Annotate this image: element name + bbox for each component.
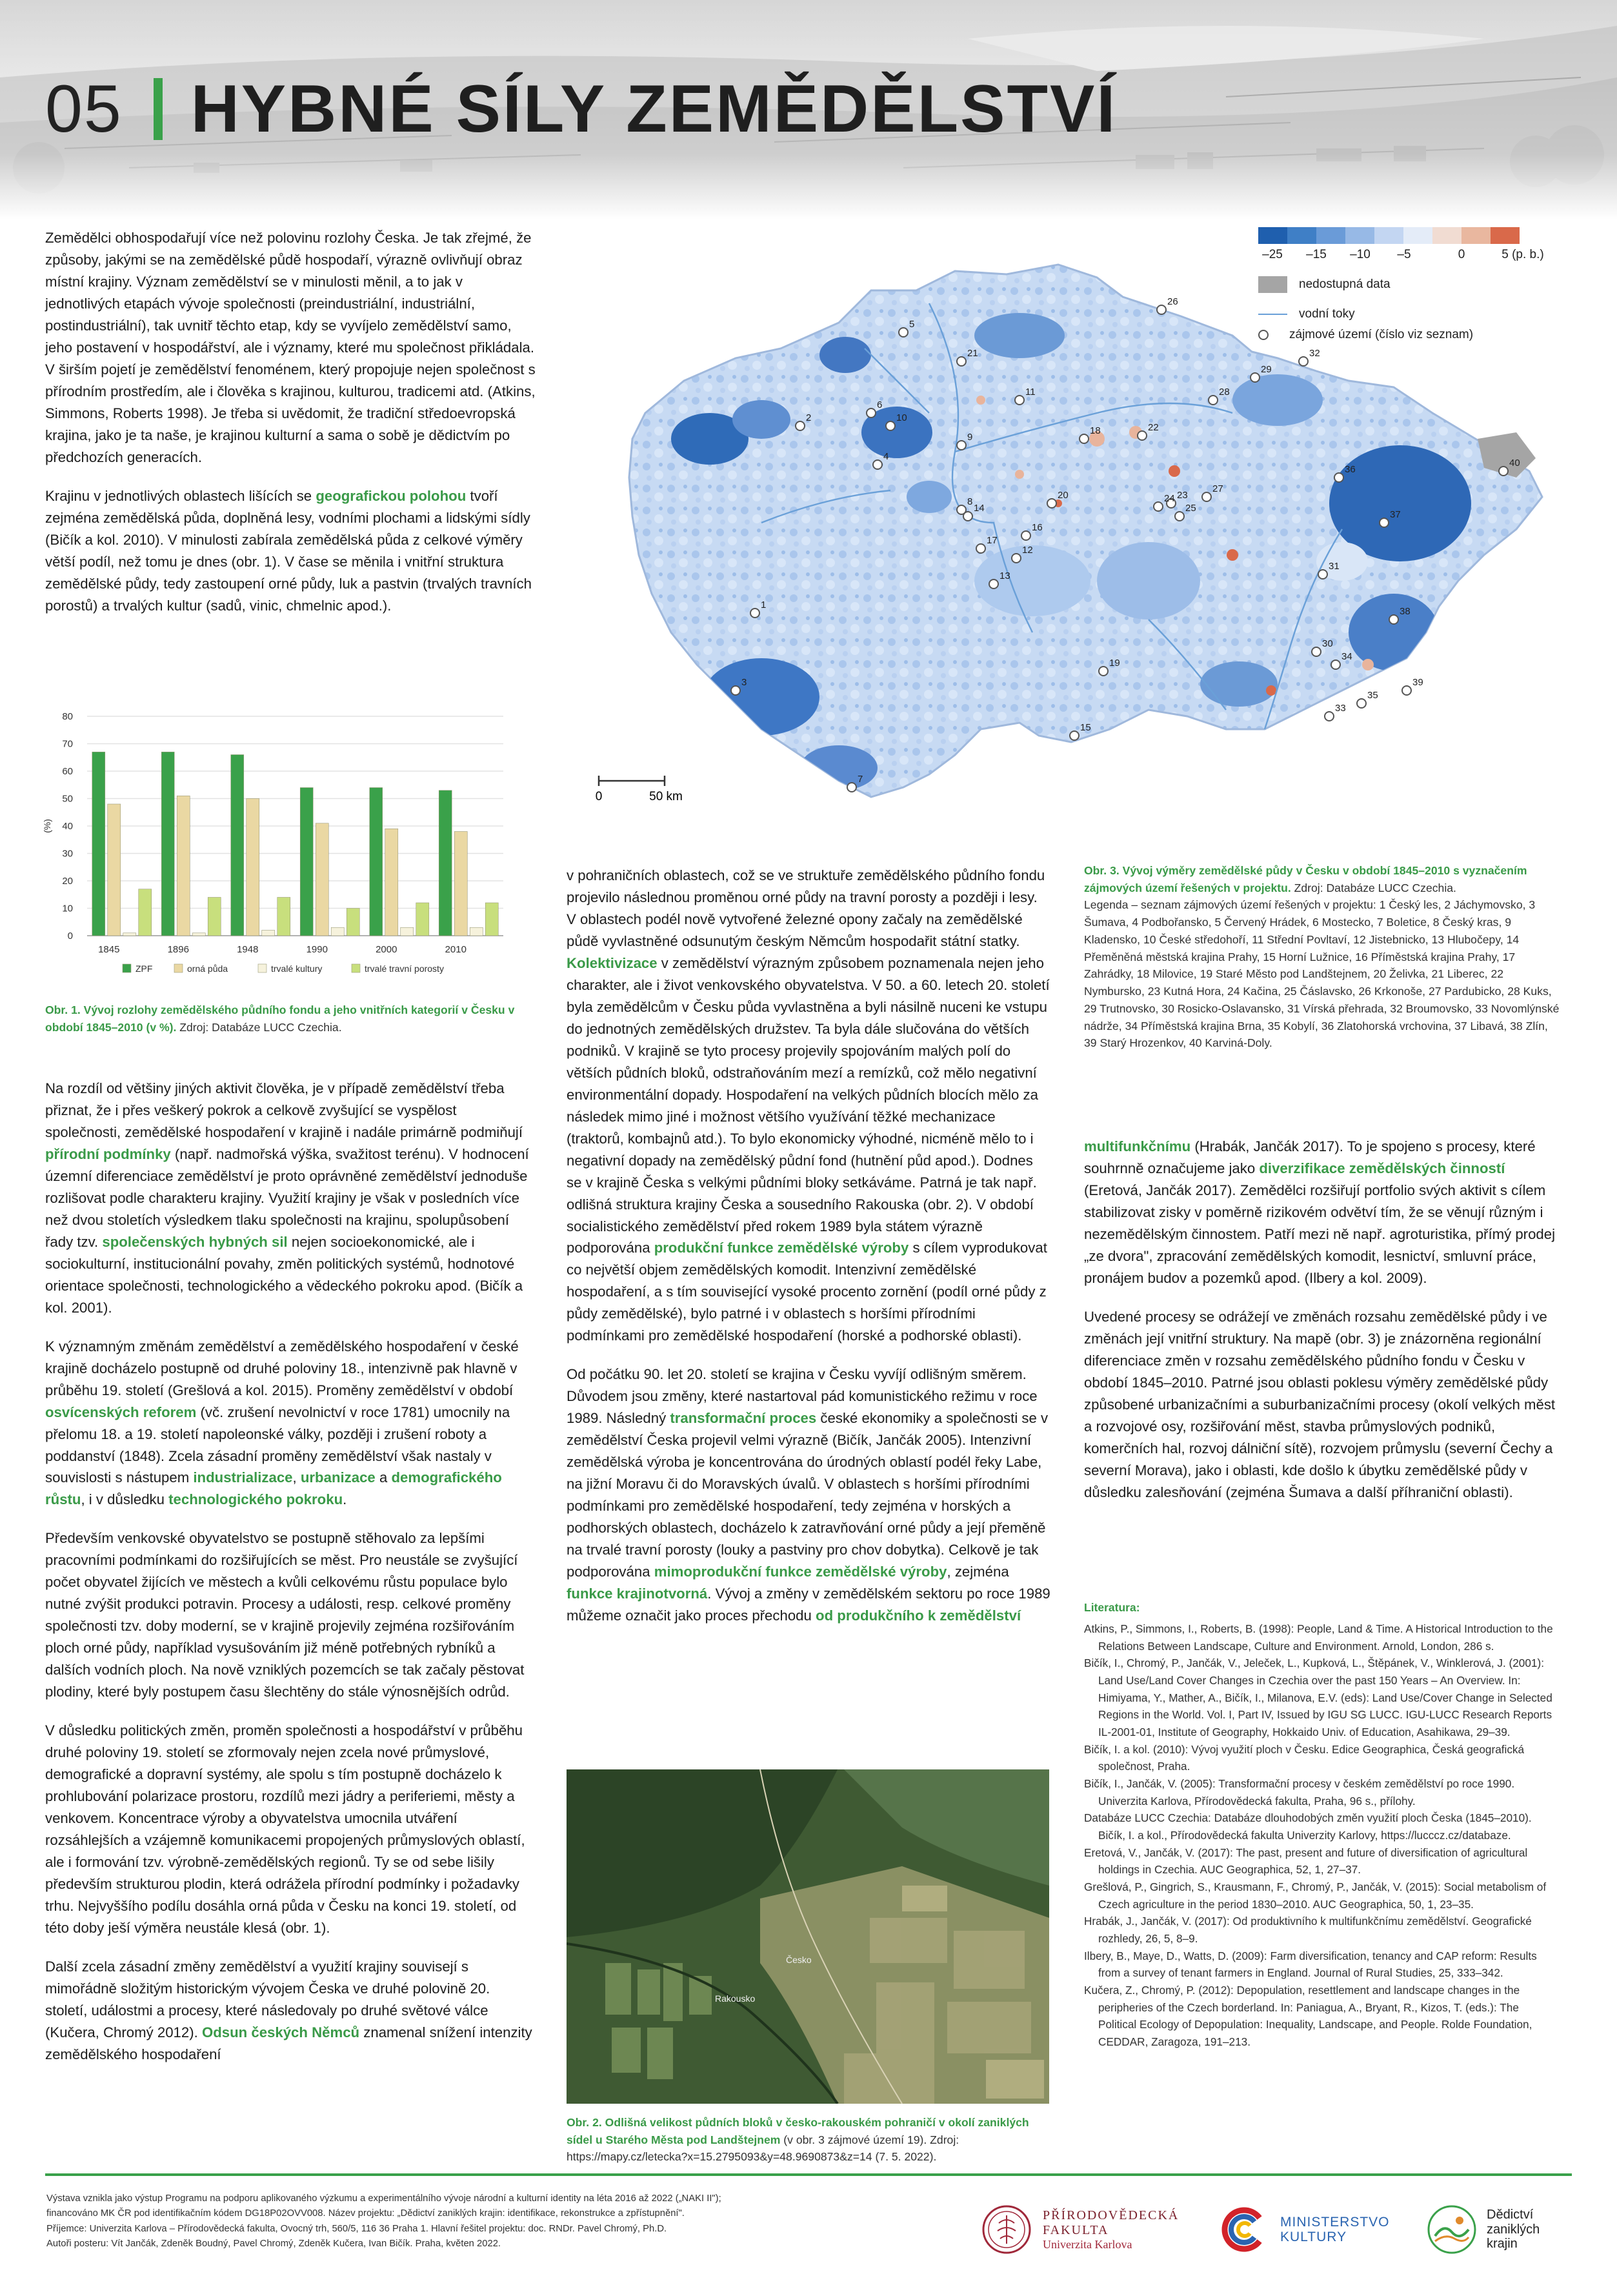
interest-area-label: 30 bbox=[1322, 638, 1333, 649]
interest-area-label: 38 bbox=[1400, 606, 1411, 617]
intro-column bbox=[45, 227, 536, 633]
title-divider bbox=[154, 78, 163, 140]
interest-area-marker bbox=[1175, 512, 1184, 521]
interest-area-marker bbox=[886, 421, 895, 430]
bar-trvalé-travní-porosty-2000 bbox=[416, 903, 429, 936]
x-tick-label: 1896 bbox=[167, 944, 189, 955]
legend-swatch bbox=[174, 964, 183, 972]
bar-ZPF-1845 bbox=[92, 752, 105, 936]
paragraph-landscape: Krajinu v jednotlivých oblastech lišících se geografickou polohou tvoří zejména zemědělská půda, doplněná lesy, vodními plochami a lidskými sídly (Bičík a kol. 2010). V minulosti zabírala zemědělská půda z celkové výměry větší podíl, než tomu je dnes (obr. 1). V čase se měnila i vnitřní struktura zemědělské půdy, tedy zastoupení orné půdy, luk a pastvin (trvalých travních porostů) a trvalých kultur (sadů, vinic, chmelnic apod.). bbox=[45, 487, 532, 614]
y-tick-label: 50 bbox=[62, 793, 73, 805]
interest-area-label: 20 bbox=[1058, 490, 1069, 501]
reference-item: Grešlová, P., Gingrich, S., Krausmann, F., Chromý, P., Jančák, V. (2015): Social metabolism of Czech agriculture in the period 1830–2010. AUC Geographica, 50, 1, 23–35. bbox=[1084, 1880, 1547, 1911]
logo-ministry bbox=[1220, 2188, 1390, 2271]
footer-credits: Výstava vznikla jako výstup Programu na podporu aplikovaného výzkumu a experimentálního vývoje národní a kulturní identity na léta 2016 až 2022 („NAKI II"); financováno MK ČR pod identifikačním kódem DG18P02OVV008. Název projektu: „Dědictví zaniklých krajin: identifikace, rekonstrukce a zpřístupnění". Příjemce: Univerzita Karlova – Přírodovědecká fakulta, Ovocný trh, 560/5, 116 36 Praha 1. Hlavní řešitel projektu: doc. RNDr. Pavel Chromý, Ph.D. Autoři posteru: Vít Jančák, Zdeněk Boudný, Pavel Chromý, Zdeněk Kučera, Ivan Bičík. Praha, květen 2022. bbox=[46, 2193, 721, 2250]
paragraph-natural-conditions: Na rozdíl od většiny jiných aktivit člověka, je v případě zemědělství třeba přiznat, že i přes veškerý pokrok a celkově zvyšující se vyspělost společnosti, zemědělské hospodaření v krajině i nadále primárně podmiňují přírodní podmínky (např. nadmořská výška, svažitost terénu). V hodnocení územní diferenciace zemědělství je proto oprávněné zemědělství jednoduše rozlišovat podle charakteru krajiny. Využití krajiny je však v posledních více než dvou stoletích výsledkem tlaku společnosti na krajinu, spolupůsobení řady tzv. společenských hybných sil nejen socioekonomické, ale i sociokulturní, institucionální povahy, změn politických systémů, hodnotové orientace společnosti, technologického a vědeckého pokroku apod. (Bičík a kol. 2001). bbox=[45, 1080, 529, 1316]
interest-area-marker bbox=[1499, 467, 1508, 476]
interest-area-marker bbox=[750, 609, 759, 618]
interest-area-marker bbox=[1402, 686, 1411, 695]
interest-area-label: 35 bbox=[1367, 690, 1378, 701]
legend-areas: zájmové území (číslo viz seznam) bbox=[1258, 328, 1594, 342]
bar-ZPF-2010 bbox=[439, 791, 452, 936]
color-scale-tick: –5 bbox=[1397, 248, 1411, 261]
y-tick-label: 0 bbox=[67, 931, 73, 942]
interest-area-label: 2 bbox=[806, 412, 812, 423]
paragraph-postwar: Další zcela zásadní změny zemědělství a využití krajiny souvisejí s mimořádně složitým historickým vývojem Česka ve druhé polovině 20. století, událostmi a procesy, které následovaly po druhé světové válce (Kučera, Chromý 2012). Odsun českých Němců znamenal snížení intenzity zemědělského hospodaření bbox=[45, 1958, 532, 2062]
y-axis-label: (%) bbox=[42, 819, 52, 833]
interest-area-marker bbox=[957, 441, 966, 450]
bar-trvalé-kultury-1990 bbox=[331, 927, 344, 936]
interest-area-marker bbox=[1021, 531, 1030, 540]
ministry-logo-icon bbox=[1220, 2204, 1271, 2255]
interest-area-label: 24 bbox=[1164, 493, 1175, 504]
bar-orná-půda-2000 bbox=[385, 829, 398, 936]
color-swatch bbox=[1432, 227, 1461, 244]
interest-area-label: 12 bbox=[1022, 545, 1033, 556]
interest-area-label: 18 bbox=[1090, 425, 1101, 436]
bar-trvalé-kultury-2000 bbox=[401, 927, 414, 936]
interest-area-marker bbox=[1318, 570, 1327, 579]
scale-bar bbox=[596, 776, 683, 803]
reference-item: Kučera, Z., Chromý, P. (2012): Depopulation, resettlement and landscape changes in the peripheries of the Czech borderland. In: Paniagua, A., Bryant, R., Kizos, T. (eds.): The Political Ecology of Depopulation: Inequality, Landscape, and People. Rolde Foundation, CEDDAR, Zaragoza, 191–213. bbox=[1084, 1983, 1532, 2048]
bar-orná-půda-1948 bbox=[246, 799, 259, 936]
interest-area-marker bbox=[989, 579, 998, 589]
interest-area-marker bbox=[1380, 518, 1389, 527]
photo-label-austria: Rakousko bbox=[715, 1993, 756, 2004]
column-3-body bbox=[1084, 1136, 1562, 1520]
bar-chart bbox=[26, 710, 516, 994]
reference-item: Databáze LUCC Czechia: Databáze dlouhodobých změn využití ploch Česka (1845–2010). Bičík, I. a kol., Přírodovědecká fakulta Univerzity Karlovy, https://lucccz.cz/databaze. bbox=[1084, 1811, 1532, 1842]
reference-item: Atkins, P., Simmons, I., Roberts, B. (1998): People, Land & Time. A Historical Introduction to the Relations Between Landscape, Culture and Environment. Arnold, London, 286 s. bbox=[1084, 1622, 1553, 1653]
project-logo-text: Dědictví zaniklých krajin bbox=[1487, 2208, 1540, 2251]
y-tick-label: 70 bbox=[62, 738, 73, 750]
interest-area-label: 40 bbox=[1509, 458, 1520, 468]
color-swatch bbox=[1491, 227, 1520, 244]
interest-area-label: 14 bbox=[974, 503, 985, 514]
legend-unavailable: nedostupná data bbox=[1258, 276, 1594, 293]
column-1-body bbox=[45, 1078, 536, 2082]
bar-trvalé-kultury-1948 bbox=[262, 931, 275, 936]
interest-area-label: 5 bbox=[909, 319, 915, 330]
color-scale bbox=[1258, 227, 1594, 244]
interest-area-label: 16 bbox=[1032, 522, 1043, 533]
x-tick-label: 1990 bbox=[306, 944, 328, 955]
color-scale-tick: –10 bbox=[1350, 248, 1371, 261]
map-legend bbox=[1258, 227, 1594, 342]
interest-area-label: 29 bbox=[1261, 364, 1272, 375]
bar-trvalé-kultury-1845 bbox=[123, 933, 136, 936]
legend-swatch bbox=[352, 964, 360, 972]
bar-trvalé-kultury-1896 bbox=[192, 933, 205, 936]
color-swatch bbox=[1461, 227, 1491, 244]
column-2-body bbox=[567, 865, 1050, 1644]
interest-area-marker bbox=[1099, 667, 1108, 676]
paragraph-reforms: K významným změnám zemědělství a zemědělského hospodaření v české krajině docházelo postupně od druhé poloviny 18., intenzivně pak hlavně v průběhu 19. století (Grešlová a kol. 2015). Proměny zemědělství v období osvícenských reforem (vč. zrušení nevolnictví v roce 1781) umocnily na přelomu 18. a 19. století napoleonské války, později i zrušení roboty a poddanství (1848). Zcela zásadní proměny zemědělství však nastaly v souvislosti s nástupem industrializace, urbanizace a demografického růstu, i v důsledku technologického pokroku. bbox=[45, 1338, 519, 1508]
interest-area-label: 10 bbox=[896, 412, 907, 423]
interest-area-label: 13 bbox=[999, 570, 1010, 581]
interest-area-label: 28 bbox=[1219, 387, 1230, 398]
reference-item: Eretová, V., Jančák, V. (2017): The past, present and future of diversification of agricultural holdings in Czechia. AUC Geographica, 52, 1, 27–37. bbox=[1084, 1846, 1528, 1877]
bar-trvalé-kultury-2010 bbox=[470, 927, 483, 936]
color-scale-tick: 5 (p. b.) bbox=[1502, 248, 1544, 261]
interest-area-label: 27 bbox=[1212, 483, 1223, 494]
photo-caption: Obr. 2. Odlišná velikost půdních bloků v česko-rakouském pohraničí v okolí zaniklých sídel u Starého Města pod Landštejnem (v obr. 3 zájmové území 19). Zdroj: https://mapy.cz/letecka?x=15.2795093&y=48.9690873&z=14 (7. 5. 2022). bbox=[567, 2116, 1029, 2164]
intro-paragraph: Zemědělci obhospodařují více než polovinu rozlohy Česka. Je tak zřejmé, že způsoby, jakými se na zemědělské půdě hospodaří, výrazně ovlivňují obraz místní krajiny. Význam zemědělství se v minulosti měnil, a to jak v jednotlivých etapách vývoje společnosti (preindustriální, industriální, postindustriální), tak uvnitř těchto etap, kdy se vyvíjelo zemědělství samo, jeho postavení v hospodářství, ale i významy, které mu společnost přikládala. V širším pojetí je zemědělství fenoménem, který propojuje nejen společnost s přírodním prostředím, ale i člověka s krajinou, kulturou, tradicemi atd. (Atkins, Simmons, Roberts 1998). Je třeba si uvědomit, že tradiční středoevropská krajina, jako je ta naše, je krajinou kulturní a sama o sobě je dědictvím po předchozích generacích. bbox=[45, 230, 536, 465]
interest-area-label: 23 bbox=[1177, 490, 1188, 501]
interest-area-label: 32 bbox=[1309, 348, 1320, 359]
color-scale-tick: –15 bbox=[1306, 248, 1327, 261]
interest-area-label: 4 bbox=[883, 451, 889, 462]
legend-swatch bbox=[123, 964, 131, 972]
interest-area-marker bbox=[1154, 502, 1163, 511]
bar-ZPF-1948 bbox=[231, 755, 244, 936]
legend-label: trvalé travní porosty bbox=[365, 963, 444, 974]
bar-orná-půda-1990 bbox=[316, 823, 328, 936]
y-tick-label: 10 bbox=[62, 903, 73, 914]
photo-label-czechia: Česko bbox=[786, 1955, 812, 1965]
reference-item: Bičík, I., Chromý, P., Jančák, V., Jeleček, L., Kupková, L., Štěpánek, V., Winklerová, J. (2001): Land Use/Land Cover Changes in Czechia over the past 150 Years – An Overview. In: Himiyama, Y., Mather, A., Bičík, I., Milanova, E.V. (eds): Land Use/Cover Change in Selected Regions in the World. Vol. I, Part IV, Issued by IGU SG LUCC. IGU-LUCC Research Reports IL-2001-01, Institute of Geography, Hokkaido Univ. of Education, Asahikawa, 29–39. bbox=[1084, 1657, 1552, 1739]
interest-area-marker bbox=[731, 686, 740, 695]
bar-orná-půda-2010 bbox=[454, 832, 467, 936]
color-swatch bbox=[1403, 227, 1432, 244]
legend-swatch bbox=[258, 964, 266, 972]
interest-area-label: 25 bbox=[1185, 503, 1196, 514]
color-swatch bbox=[1316, 227, 1345, 244]
literature-title: Literatura: bbox=[1084, 1601, 1140, 1614]
y-tick-label: 20 bbox=[62, 876, 73, 887]
interest-area-label: 39 bbox=[1412, 677, 1423, 688]
aerial-photo-svg bbox=[567, 1769, 1049, 2104]
legend-rivers: vodní toky bbox=[1258, 307, 1594, 321]
bar-orná-půda-1845 bbox=[108, 804, 121, 936]
interest-area-label: 33 bbox=[1335, 703, 1346, 714]
project-logo-icon bbox=[1426, 2204, 1478, 2255]
interest-area-marker bbox=[1389, 615, 1398, 624]
interest-area-marker bbox=[1357, 699, 1366, 708]
interest-area-label: 6 bbox=[877, 399, 883, 410]
color-swatch bbox=[1345, 227, 1374, 244]
color-swatch bbox=[1258, 227, 1287, 244]
interest-area-marker bbox=[1331, 660, 1340, 669]
pf-logo-text: PŘÍRODOVĚDECKÁ FAKULTA Univerzita Karlova bbox=[1043, 2208, 1180, 2251]
x-tick-label: 1845 bbox=[98, 944, 120, 955]
interest-area-marker bbox=[1209, 396, 1218, 405]
interest-area-label: 34 bbox=[1341, 651, 1352, 662]
interest-area-label: 3 bbox=[741, 677, 747, 688]
color-swatch bbox=[1374, 227, 1403, 244]
bar-trvalé-travní-porosty-1845 bbox=[139, 889, 152, 936]
interest-area-label: 19 bbox=[1109, 658, 1120, 669]
page-title bbox=[45, 67, 1117, 151]
paragraph-transformation: Od počátku 90. let 20. století se krajina v Česku vyvíjí odlišným směrem. Důvodem jsou změny, které nastartoval pád komunistického režimu v roce 1989. Následný transformační proces české ekonomiky a společnosti se v zemědělství Česka projevil velmi výrazně (Bičík, Jančák 2005). Intenzivní zemědělská výroba je koncentrována do úrodných oblastí podél řeky Labe, na jižní Moravu či do Moravských úvalů. V oblastech s horšími přírodními podmínkami pro zemědělské hospodaření, tedy zejména v horských a podhorských oblastech, docházelo k zatravňování orné půdy a její přeměně na trvalé travní porosty (louky a pastviny pro chov dobytka). Celkově je tak podporována mimoprodukční funkce zemědělské výroby, zejména funkce krajinotvorná. Vývoj a změny v zemědělském sektoru po roce 1989 můžeme označit jako proces přechodu od produkčního k zemědělství bbox=[567, 1366, 1050, 1624]
scale-start: 0 bbox=[595, 790, 603, 803]
interest-area-marker bbox=[1202, 492, 1211, 501]
reference-item: Hrabák, J., Jančák, V. (2017): Od produktivního k multifunkčnímu zemědělství. Geografické rozhledy, 26, 5, 8–9. bbox=[1084, 1915, 1532, 1945]
paragraph-migration: Především venkovské obyvatelstvo se postupně stěhovalo za lepšími pracovními podmínkami do rozšiřujících se měst. Pro neustále se zvyšující počet obyvatel žijících ve městech a kvůli celkovému růstu populace bylo nutné zvýšit produkci potravin. Procesy a události, resp. celkové proměny společnosti tzv. doby moderní, se v krajině projevily zejména rozšiřováním ploch orné půdy, například vysušováním již méně potřebných rybníků a dalších vodních ploch. Na nově vzniklých pozemcích se tak začaly pěstovat plodiny, které byly postupem času šlechtěny do stále výnosnějších odrůd. bbox=[45, 1530, 525, 1700]
interest-area-marker bbox=[796, 421, 805, 430]
interest-area-marker bbox=[847, 783, 856, 792]
map-caption: Obr. 3. Vývoj výměry zemědělské půdy v Česku v období 1845–2010 s vyznačením zájmových území řešených v projektu. Zdroj: Databáze LUCC Czechia. Legenda – seznam zájmových území řešených v projektu: 1 Český les, 2 Jáchymovsko, 3 Šumava, 4 Podbořansko, 5 Červený Hrádek, 6 Mostecko, 7 Boletice, 8 Český kras, 9 Kladensko, 10 České středohoří, 11 Střední Povltaví, 12 Jistebnicko, 13 Hlubočepy, 14 Přeměněná městská krajina Prahy, 15 Horní Lužnice, 16 Příměstská krajina Prahy, 17 Zahrádky, 18 Milovice, 19 Staré Město pod Landštejnem, 20 Želivka, 21 Liberec, 22 Nymbursko, 23 Kutná Hora, 24 Kačina, 25 Čáslavsko, 26 Krkonoše, 27 Pardubicko, 28 Kuks, 29 Trutnovsko, 30 Rosicko-Oslavansko, 31 Vírská přehrada, 32 Broumovsko, 33 Novomlýnské nádrže, 34 Příměstská krajina Brna, 35 Kobylí, 36 Zlatohorská vrchovina, 37 Libavá, 38 Zlín, 39 Starý Hrozenkov, 40 Karviná-Doly. bbox=[1084, 864, 1560, 1050]
bar-ZPF-1896 bbox=[161, 752, 174, 936]
interest-area-marker bbox=[1312, 647, 1321, 656]
bar-ZPF-2000 bbox=[370, 788, 383, 936]
paragraph-polarization: V důsledku politických změn, proměn společnosti a hospodářství v průběhu druhé poloviny 19. století se zformovaly nejen zcela nové průmyslové, demografické a dopravní systémy, ale spolu s tím postupně docházelo k prohlubování polarizace prostoru, rozdílů mezi jádry a periferiemi, městy a venkovem. Koncentrace výroby a obyvatelstva umocnila utváření rozsáhlejších a vzájemně komunikacemi propojených průmyslových oblastí, ale i formování tzv. výrobně-zemědělských regionů. Ty se od sebe lišily především strukturou plodin, která odrážela přírodní podmínky i požadavky trhu. Nejvyššího podílu dosáhla orná půda v Česku na konci 19. století, od této doby ješí výměra neustále klesá (obr. 1). bbox=[45, 1722, 525, 1936]
x-tick-label: 1948 bbox=[237, 944, 259, 955]
bar-trvalé-travní-porosty-1896 bbox=[208, 898, 221, 936]
interest-area-marker bbox=[1325, 712, 1334, 721]
chart-caption: Obr. 1. Vývoj rozlohy zemědělského půdního fondu a jeho vnitřních kategorií v Česku v období 1845–2010 (v %). Zdroj: Databáze LUCC Czechia. bbox=[45, 1003, 515, 1034]
legend-label: orná půda bbox=[187, 963, 228, 974]
logo-pf bbox=[981, 2188, 1179, 2271]
interest-area-label: 37 bbox=[1390, 509, 1401, 520]
interest-area-label: 26 bbox=[1167, 296, 1178, 307]
interest-area-marker bbox=[867, 408, 876, 418]
interest-area-marker bbox=[1047, 499, 1056, 508]
header-photo bbox=[0, 0, 1617, 219]
interest-area-marker bbox=[1299, 357, 1308, 366]
interest-area-marker bbox=[1157, 305, 1166, 314]
legend-label: ZPF bbox=[136, 963, 153, 974]
y-tick-label: 30 bbox=[62, 848, 73, 860]
interest-area-marker bbox=[1138, 431, 1147, 440]
y-tick-label: 80 bbox=[62, 711, 73, 722]
interest-area-label: 22 bbox=[1148, 422, 1159, 433]
interest-area-label: 36 bbox=[1345, 464, 1356, 475]
interest-area-label: 17 bbox=[987, 535, 998, 546]
interest-area-label: 15 bbox=[1080, 722, 1091, 733]
reference-item: Bičík, I. a kol. (2010): Vývoj využití ploch v Česku. Edice Geographica, Česká geografická společnost, Praha. bbox=[1084, 1742, 1525, 1773]
bar-orná-půda-1896 bbox=[177, 796, 190, 936]
chapter-number: 05 bbox=[45, 71, 123, 146]
interest-area-marker bbox=[976, 544, 985, 553]
bar-trvalé-travní-porosty-1990 bbox=[346, 909, 359, 936]
interest-area-label: 11 bbox=[1025, 387, 1036, 398]
paragraph-map-description: Uvedené procesy se odrážejí ve změnách rozsahu zemědělské půdy i ve změnách její vnitřní struktury. Na mapě (obr. 3) je znázorněna regionální diferenciace změn v rozsahu zemědělského půdního fondu v Česku v období 1845–2010. Patrné jsou oblasti poklesu výměry zemědělské půdy způsobené urbanizačními a suburbanizačními procesy (okolí velkých měst a rozvojové osy, rozšiřování měst, stavba průmyslových podniků, komerčních hal, rozvoj dálniční sítě), rozvojem průmyslu (severní Čechy a severní Morava), jako i oblasti, kde došlo k úbytku zemědělské půdy v důsledku zalesňování (zejména Šumava a další příhraniční oblasti). bbox=[1084, 1308, 1556, 1500]
interest-area-marker bbox=[1080, 434, 1089, 443]
color-scale-ticks bbox=[1258, 248, 1594, 267]
aerial-photo bbox=[567, 1769, 1049, 2104]
bar-trvalé-travní-porosty-2010 bbox=[485, 903, 498, 936]
interest-area-marker bbox=[1250, 373, 1260, 382]
interest-area-label: 31 bbox=[1329, 561, 1340, 572]
interest-area-marker bbox=[1334, 473, 1343, 482]
footer-divider bbox=[45, 2173, 1572, 2176]
interest-area-marker bbox=[873, 460, 882, 469]
x-tick-label: 2000 bbox=[376, 944, 397, 955]
interest-area-marker bbox=[1015, 396, 1024, 405]
reference-list bbox=[1084, 1620, 1555, 2050]
interest-area-marker bbox=[899, 328, 908, 337]
y-tick-label: 60 bbox=[62, 766, 73, 777]
interest-area-label: 8 bbox=[967, 496, 973, 507]
bar-trvalé-travní-porosty-1948 bbox=[277, 898, 290, 936]
interest-area-marker bbox=[963, 512, 972, 521]
x-tick-label: 2010 bbox=[445, 944, 467, 955]
paragraph-multifunctional: multifunkčnímu (Hrabák, Jančák 2017). To je spojeno s procesy, které souhrnně označujeme jako diverzifikace zemědělských činností (Eretová, Jančák 2017). Zemědělci rozšiřují portfolio svých aktivit s cílem stabilizovat zisky v poměrně rizikovém odvětví tím, že se věnují různým i nezemědělským činnostem. Patří mezi ně např. agroturistika, přímý prodej „ze dvora", zpracování zemědělských komodit, lesnictví, smluvní práce, pronájem budov a pozemků apod. (Ilbery a kol. 2009). bbox=[1084, 1138, 1556, 1286]
interest-area-label: 1 bbox=[761, 599, 767, 610]
interest-area-label: 7 bbox=[858, 774, 863, 785]
interest-area-label: 21 bbox=[967, 348, 978, 359]
legend-label: trvalé kultury bbox=[271, 963, 323, 974]
university-seal-icon bbox=[981, 2204, 1032, 2255]
scale-end: 50 km bbox=[649, 790, 683, 803]
unavailable-swatch bbox=[1258, 276, 1287, 293]
literature bbox=[1084, 1599, 1555, 2051]
color-swatch bbox=[1287, 227, 1316, 244]
interest-area-label: 9 bbox=[967, 432, 973, 443]
area-circle-icon bbox=[1258, 330, 1269, 340]
reference-item: Ilbery, B., Maye, D., Watts, D. (2009): Farm diversification, tenancy and CAP reform: Results from a survey of tenant farmers in England. Journal of Rural Studies, 25, 333–342. bbox=[1084, 1949, 1537, 1980]
river-line-icon bbox=[1258, 314, 1287, 315]
interest-area-marker bbox=[957, 357, 966, 366]
paragraph-collectivization: v pohraničních oblastech, což se ve struktuře zemědělského půdního fondu projevilo následnou proměnou orné půdy na travní porosty a později i lesy. V oblastech podél nově vytvořené železné opony začaly na zemědělské půdě vyvlastněné odsunutým českým Němcům hospodařit státní statky. Kolektivizace v zemědělství výrazným způsobem poznamenala nejen jeho charakter, ale i život venkovského obyvatelstva. V 50. a 60. letech 20. století byla zemědělcům v Česku půda vyvlastněna a byli násilně nuceni ke vstupu do jednotných zemědělských družstev. Ta byla dále slučována do větších podniků. V krajině se tyto procesy projevily spojováním malých polí do větších půdních bloků, odstraňováním mezí a remízků, což mělo negativní environmentální dopady. Hospodaření na velkých půdních blocích mělo za následek mimo jiné i možnost většího využívání těžké mechanizace (traktorů, kombajnů atd.). To bylo ekonomicky výhodné, nicméně mělo to i negativní dopady na zemědělský půdní fond (hutnění půd apod.). Dodnes se v krajině Česka s velkými půdními bloky setkáváme. Patrná je tak např. odlišná struktura krajiny Česka a sousedního Rakouska (obr. 2). V období socialistického zemědělství před rokem 1989 byla státem výrazně podporována produkční funkce zemědělské výroby s cílem vyprodukovat co největší objem zemědělských komodit. Intenzivní zemědělské hospodaření, a s tím související vysoké procento zornění (podíl orné půdy z půdy zemědělské), bylo patrné i v oblastech s horšími přírodními podmínkami pro zemědělské hospodaření (horské a podhorské oblasti). bbox=[567, 867, 1050, 1344]
bar-ZPF-1990 bbox=[300, 788, 313, 936]
chapter-title: HYBNÉ SÍLY ZEMĚDĚLSTVÍ bbox=[190, 71, 1118, 146]
logo-project bbox=[1426, 2188, 1540, 2271]
color-scale-tick: –25 bbox=[1262, 248, 1283, 261]
interest-area-marker bbox=[1012, 554, 1021, 563]
reference-item: Bičík, I., Jančák, V. (2005): Transformační procesy v českém zemědělství po roce 1990. Univerzita Karlova, Přírodovědecká fakulta, Praha, 96 s., přílohy. bbox=[1084, 1777, 1515, 1808]
ministry-logo-text: MINISTERSTVO KULTURY bbox=[1280, 2214, 1390, 2244]
color-scale-tick: 0 bbox=[1458, 248, 1465, 261]
interest-area-marker bbox=[1070, 731, 1079, 740]
y-tick-label: 40 bbox=[62, 821, 73, 832]
chart-svg bbox=[26, 710, 516, 994]
